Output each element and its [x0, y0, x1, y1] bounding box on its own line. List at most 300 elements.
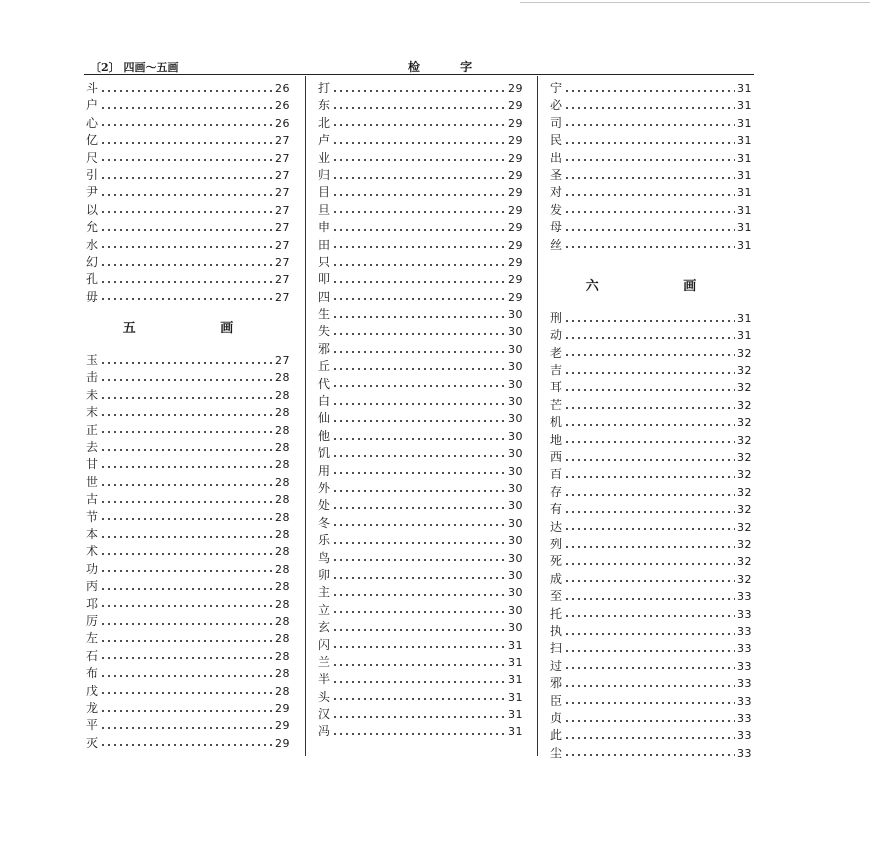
index-entry: [550, 132, 752, 149]
entry-character: 芒: [550, 397, 563, 412]
dot-leader: [100, 194, 273, 196]
index-entry: [318, 306, 523, 323]
dot-leader: [100, 605, 273, 607]
entry-page-number: 29: [275, 701, 290, 715]
index-entry: [318, 567, 523, 584]
entry-character: 鸟: [318, 550, 331, 565]
entry-page-number: 30: [508, 534, 523, 548]
entry-page-number: 32: [737, 364, 752, 378]
dot-leader: [564, 337, 735, 339]
entry-page-number: 29: [508, 186, 523, 200]
index-entry: [86, 80, 290, 97]
entry-character: 古: [86, 492, 99, 507]
entry-character: 打: [318, 81, 331, 95]
entry-page-number: 30: [508, 412, 523, 426]
dot-leader: [564, 441, 735, 443]
dot-leader: [100, 431, 273, 433]
index-entry: [550, 432, 752, 449]
index-entry: [86, 596, 290, 613]
entry-page-number: 30: [508, 464, 523, 478]
entry-page-number: 32: [737, 572, 752, 586]
entry-page-number: 33: [737, 607, 752, 621]
dot-leader: [564, 177, 735, 179]
index-entry: [550, 640, 752, 657]
dot-leader: [332, 246, 506, 248]
dot-leader: [100, 107, 273, 109]
index-entry: [318, 637, 523, 654]
dot-leader: [564, 633, 735, 635]
entry-page-number: 27: [275, 255, 290, 269]
entry-page-number: 29: [508, 116, 523, 130]
dot-leader: [332, 211, 506, 213]
entry-page-number: 28: [275, 475, 290, 489]
dot-leader: [100, 124, 273, 126]
entry-page-number: 30: [508, 603, 523, 617]
dot-leader: [332, 90, 506, 92]
dot-leader: [332, 107, 506, 109]
entry-page-number: 29: [508, 82, 523, 95]
index-entry: [86, 456, 290, 473]
index-entry: [318, 202, 523, 219]
dot-leader: [332, 646, 506, 648]
index-entry: [86, 369, 290, 386]
entry-page-number: 30: [508, 586, 523, 600]
entry-character: 以: [86, 202, 99, 217]
entry-page-number: 28: [275, 562, 290, 576]
entry-character: 西: [550, 450, 563, 465]
dot-leader: [332, 490, 506, 492]
index-entry: [86, 491, 290, 508]
index-entry: [318, 550, 523, 567]
entry-character: 失: [318, 324, 331, 339]
index-entry: [86, 735, 290, 752]
dot-leader: [564, 580, 735, 582]
index-entry: [318, 184, 523, 201]
index-entry: [86, 404, 290, 421]
entry-character: 耳: [550, 380, 563, 395]
index-entry: [86, 509, 290, 526]
index-entry: [86, 422, 290, 439]
entry-page-number: 32: [737, 451, 752, 465]
index-column-2: [318, 80, 523, 741]
index-entry: [86, 613, 290, 630]
dot-leader: [564, 424, 735, 426]
entry-page-number: 31: [737, 186, 752, 200]
entry-page-number: 27: [275, 354, 290, 368]
entry-character: 尹: [86, 185, 99, 200]
dot-leader: [564, 211, 735, 213]
dot-leader: [100, 692, 273, 694]
dot-leader: [332, 420, 506, 422]
entry-page-number: 32: [737, 416, 752, 430]
entry-character: 用: [318, 463, 331, 478]
entry-character: 末: [86, 405, 99, 420]
entry-character: 民: [550, 133, 563, 148]
entry-page-number: 30: [508, 429, 523, 443]
entry-character: 存: [550, 484, 563, 499]
entry-page-number: 28: [275, 667, 290, 681]
index-entry: [550, 553, 752, 570]
entry-character: 灭: [86, 735, 99, 750]
entry-character: 主: [318, 585, 331, 600]
dot-leader: [332, 316, 506, 318]
index-entry: [550, 658, 752, 675]
index-entry: [86, 167, 290, 184]
entry-character: 击: [86, 370, 99, 385]
column-divider-1: [305, 76, 306, 756]
dot-leader: [564, 476, 735, 478]
entry-page-number: 28: [275, 388, 290, 402]
entry-character: 此: [550, 728, 563, 743]
entry-page-number: 31: [737, 168, 752, 182]
index-entry: [318, 463, 523, 480]
entry-character: 百: [550, 467, 563, 482]
entry-page-number: 30: [508, 447, 523, 461]
index-entry: [318, 289, 523, 306]
index-entry: [318, 602, 523, 619]
entry-page-number: 28: [275, 684, 290, 698]
entry-page-number: 33: [737, 590, 752, 604]
dot-leader: [332, 333, 506, 335]
entry-page-number: 28: [275, 493, 290, 507]
entry-page-number: 33: [737, 642, 752, 656]
entry-character: 饥: [318, 446, 331, 461]
entry-page-number: 32: [737, 468, 752, 482]
entry-page-number: 30: [508, 360, 523, 374]
entry-character: 旦: [318, 202, 331, 217]
entry-character: 地: [550, 432, 563, 447]
index-entry: [550, 362, 752, 379]
entry-page-number: 31: [508, 638, 523, 652]
entry-character: 术: [86, 544, 99, 559]
index-entry: [550, 115, 752, 132]
dot-leader: [332, 524, 506, 526]
entry-page-number: 31: [737, 99, 752, 113]
dot-leader: [100, 570, 273, 572]
entry-character: 田: [318, 237, 331, 252]
entry-page-number: 31: [737, 82, 752, 95]
index-entry: [550, 327, 752, 344]
index-entry: [86, 271, 290, 288]
entry-character: 汉: [318, 707, 331, 722]
scan-edge-line: [520, 2, 870, 3]
entry-character: 平: [86, 718, 99, 733]
index-entry: [86, 219, 290, 236]
entry-page-number: 32: [737, 503, 752, 517]
entry-page-number: 33: [737, 711, 752, 725]
entry-page-number: 30: [508, 481, 523, 495]
index-entry: [550, 237, 752, 254]
entry-character: 生: [318, 307, 331, 322]
entry-page-number: 27: [275, 134, 290, 148]
entry-page-number: 31: [737, 203, 752, 217]
entry-page-number: 30: [508, 499, 523, 513]
dot-leader: [332, 455, 506, 457]
entry-page-number: 28: [275, 458, 290, 472]
entry-page-number: 30: [508, 377, 523, 391]
entry-character: 半: [318, 672, 331, 687]
entry-character: 未: [86, 387, 99, 402]
dot-leader: [332, 142, 506, 144]
entry-page-number: 31: [508, 725, 523, 739]
dot-leader: [564, 90, 735, 92]
index-entry: [550, 345, 752, 362]
entry-character: 母: [550, 220, 563, 235]
dot-leader: [332, 594, 506, 596]
dot-leader: [332, 177, 506, 179]
dot-leader: [100, 536, 273, 538]
entry-character: 机: [550, 415, 563, 430]
entry-character: 斗: [86, 81, 99, 95]
entry-character: 孔: [86, 272, 99, 287]
index-entry: [550, 606, 752, 623]
entry-character: 成: [550, 571, 563, 586]
dot-leader: [564, 702, 735, 704]
dot-leader: [100, 640, 273, 642]
entry-page-number: 26: [275, 116, 290, 130]
entry-page-number: 30: [508, 516, 523, 530]
dot-leader: [564, 229, 735, 231]
entry-page-number: 30: [508, 395, 523, 409]
index-entry: [318, 254, 523, 271]
entry-character: 叩: [318, 272, 331, 287]
index-entry: [318, 376, 523, 393]
entry-character: 世: [86, 474, 99, 489]
index-entry: [550, 97, 752, 114]
index-entry: [318, 341, 523, 358]
dot-leader: [100, 710, 273, 712]
index-entry: [86, 387, 290, 404]
entry-page-number: 28: [275, 527, 290, 541]
index-entry: [550, 519, 752, 536]
dot-leader: [564, 615, 735, 617]
entry-page-number: 26: [275, 99, 290, 113]
header-section-range: 〔2〕 四画～五画: [90, 61, 179, 74]
entry-page-number: 31: [737, 329, 752, 343]
dot-leader: [100, 484, 273, 486]
entry-page-number: 28: [275, 371, 290, 385]
dot-leader: [564, 598, 735, 600]
section-title-five-strokes: 五 画: [122, 321, 274, 337]
entry-character: 宁: [550, 81, 563, 95]
index-entry: [318, 393, 523, 410]
entry-page-number: 33: [737, 659, 752, 673]
index-entry: [550, 571, 752, 588]
page-header: [84, 57, 754, 75]
dot-leader: [564, 124, 735, 126]
entry-page-number: 32: [737, 520, 752, 534]
dot-leader: [564, 650, 735, 652]
dot-leader: [332, 298, 506, 300]
index-entry: [318, 689, 523, 706]
entry-character: 发: [550, 202, 563, 217]
entry-page-number: 28: [275, 597, 290, 611]
entry-page-number: 29: [508, 203, 523, 217]
index-entry: [550, 414, 752, 431]
entry-character: 卢: [318, 133, 331, 148]
entry-page-number: 32: [737, 537, 752, 551]
dot-leader: [332, 681, 506, 683]
dot-leader: [564, 372, 735, 374]
dot-leader: [564, 459, 735, 461]
entry-character: 幻: [86, 254, 99, 269]
dot-leader: [564, 194, 735, 196]
dot-leader: [564, 528, 735, 530]
dot-leader: [100, 623, 273, 625]
entry-character: 功: [86, 561, 99, 576]
entry-page-number: 27: [275, 186, 290, 200]
dot-leader: [332, 542, 506, 544]
entry-page-number: 27: [275, 203, 290, 217]
entry-page-number: 29: [508, 151, 523, 165]
entry-character: 正: [86, 422, 99, 437]
index-entry: [86, 202, 290, 219]
entry-character: 毋: [86, 289, 99, 304]
dot-leader: [564, 107, 735, 109]
entry-character: 过: [550, 658, 563, 673]
index-entry: [318, 480, 523, 497]
dot-leader: [100, 518, 273, 520]
entry-page-number: 27: [275, 238, 290, 252]
index-entry: [550, 379, 752, 396]
entry-character: 托: [550, 606, 563, 621]
dot-leader: [332, 368, 506, 370]
entry-character: 节: [86, 509, 99, 524]
index-entry: [318, 271, 523, 288]
entry-character: 目: [318, 185, 331, 200]
entry-character: 死: [550, 554, 563, 569]
entry-page-number: 29: [508, 238, 523, 252]
index-entry: [86, 561, 290, 578]
entry-character: 兰: [318, 654, 331, 669]
index-entry: [318, 723, 523, 740]
dot-leader: [332, 351, 506, 353]
entry-page-number: 28: [275, 614, 290, 628]
index-entry: [318, 237, 523, 254]
entry-character: 贞: [550, 710, 563, 725]
entry-page-number: 27: [275, 151, 290, 165]
entry-page-number: 28: [275, 406, 290, 420]
dot-leader: [100, 588, 273, 590]
index-entry: [318, 323, 523, 340]
entry-page-number: 29: [508, 99, 523, 113]
dot-leader: [332, 577, 506, 579]
entry-character: 归: [318, 167, 331, 182]
index-column-3: [550, 80, 752, 762]
entry-page-number: 29: [508, 255, 523, 269]
dot-leader: [332, 403, 506, 405]
dot-leader: [100, 281, 273, 283]
entry-character: 冯: [318, 724, 331, 739]
dot-leader: [564, 563, 735, 565]
index-entry: [550, 466, 752, 483]
entry-character: 心: [86, 115, 99, 130]
index-entry: [550, 449, 752, 466]
spacer: [550, 254, 752, 264]
section-title-six-strokes: 六 画: [585, 278, 737, 294]
dot-leader: [100, 657, 273, 659]
dot-leader: [100, 298, 273, 300]
entry-page-number: 28: [275, 510, 290, 524]
dot-leader: [332, 629, 506, 631]
dot-leader: [100, 246, 273, 248]
index-entry: [318, 167, 523, 184]
index-entry: [550, 310, 752, 327]
entry-character: 石: [86, 648, 99, 663]
entry-page-number: 31: [508, 655, 523, 669]
entry-page-number: 31: [737, 221, 752, 235]
entry-character: 臣: [550, 693, 563, 708]
dot-leader: [100, 744, 273, 746]
dot-leader: [564, 354, 735, 356]
entry-character: 厉: [86, 613, 99, 628]
index-entry: [318, 150, 523, 167]
entry-character: 四: [318, 289, 331, 304]
entry-list: [550, 80, 752, 254]
entry-page-number: 32: [737, 346, 752, 360]
dot-leader: [100, 501, 273, 503]
index-entry: [86, 578, 290, 595]
index-entry: [86, 254, 290, 271]
entry-page-number: 31: [508, 708, 523, 722]
index-entry: [550, 693, 752, 710]
index-entry: [86, 648, 290, 665]
entry-character: 刑: [550, 310, 563, 325]
index-entry: [318, 584, 523, 601]
entry-page-number: 33: [737, 624, 752, 638]
index-column-1: [86, 80, 290, 752]
dot-leader: [332, 124, 506, 126]
entry-character: 代: [318, 376, 331, 391]
entry-character: 外: [318, 480, 331, 495]
dot-leader: [564, 667, 735, 669]
entry-character: 允: [86, 220, 99, 235]
entry-page-number: 28: [275, 545, 290, 559]
index-entry: [550, 219, 752, 236]
index-entry: [550, 202, 752, 219]
index-entry: [318, 358, 523, 375]
index-entry: [86, 474, 290, 491]
index-entry: [86, 150, 290, 167]
index-entry: [318, 219, 523, 236]
dot-leader: [100, 177, 273, 179]
entry-character: 圣: [550, 167, 563, 182]
entry-character: 闪: [318, 637, 331, 652]
entry-list: [86, 352, 290, 752]
dot-leader: [564, 142, 735, 144]
entry-character: 亿: [86, 133, 99, 148]
index-entry: [86, 630, 290, 647]
entry-page-number: 27: [275, 290, 290, 304]
entry-character: 执: [550, 623, 563, 638]
entry-character: 冬: [318, 515, 331, 530]
index-entry: [550, 588, 752, 605]
index-entry: [318, 132, 523, 149]
index-entry: [86, 717, 290, 734]
entry-page-number: 29: [508, 290, 523, 304]
dot-leader: [332, 438, 506, 440]
entry-character: 列: [550, 536, 563, 551]
entry-character: 乐: [318, 533, 331, 548]
entry-page-number: 33: [737, 677, 752, 691]
dot-leader: [564, 159, 735, 161]
dot-leader: [100, 379, 273, 381]
entry-page-number: 31: [737, 134, 752, 148]
index-entry: [86, 683, 290, 700]
entry-character: 出: [550, 150, 563, 165]
index-entry: [318, 410, 523, 427]
entry-character: 布: [86, 666, 99, 681]
